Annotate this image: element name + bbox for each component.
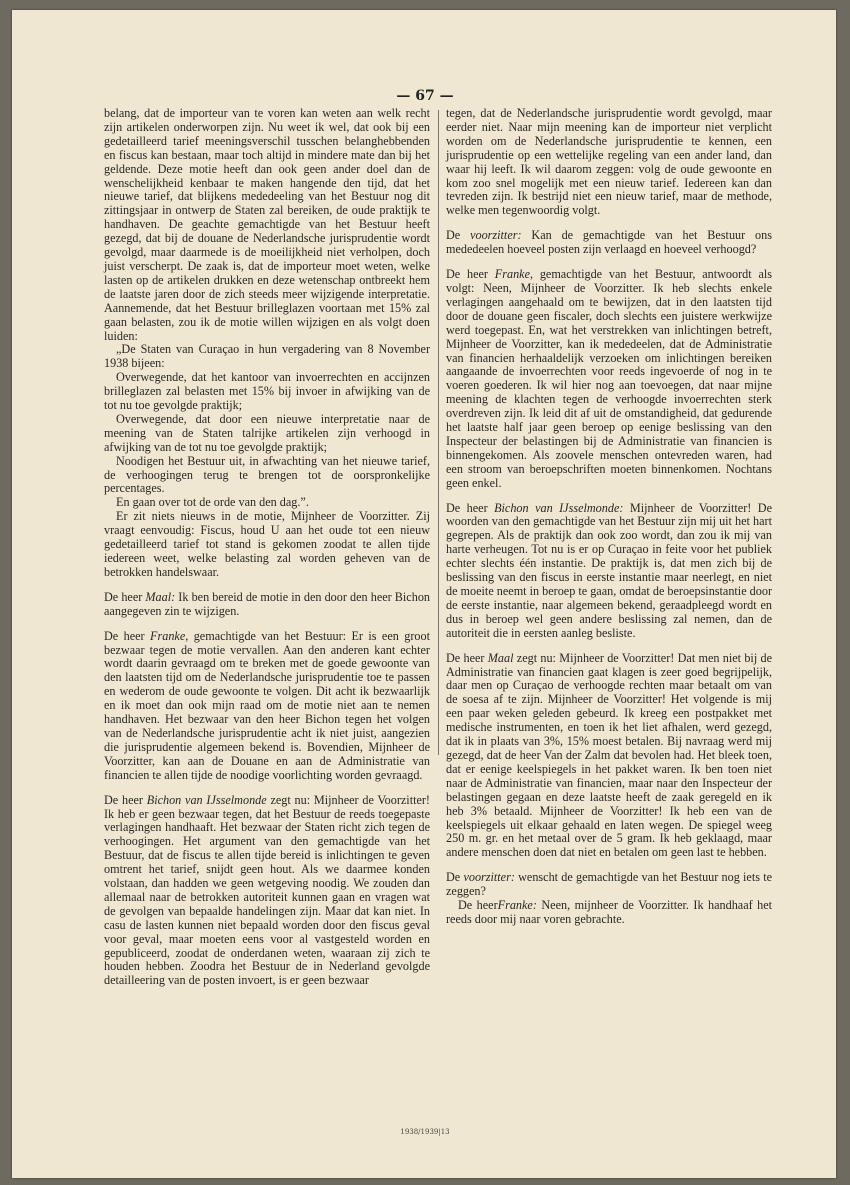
paragraph-text: „De Staten van Curaçao in hun vergadering van 8 November 1938 bijeen: xyxy=(104,342,430,371)
paragraph xyxy=(446,268,772,491)
paragraph-text: gemachtigde van het Bestuur: Er is een groot bezwaar tegen de motie vervallen. Aan den anderen kant echter wordt daarin gevraagd om te breken met de goede gewoonte van den laatsten tijd om de Nederlandsche jurisprudentie toe te passen en wederom de oude gewoonte te volgen. Dit acht ik bezwaarlijk en ik moet dan ook mijn raad om de motie niet aan te nemen handhaven. Het bezwaar van den heer Bichon tegen het volgen van de Nederlandsche jurisprudentie acht ik niet juist, aangezien die jurisprudentie algemeen bekend is. Bovendien, Mijnheer de Voorzitter, kan aan de Douane en aan de Administratie van financien te allen tijde de noodige voorlichting worden gevraagd. xyxy=(104,628,430,782)
paragraph-text: Overwegende, dat door een nieuwe interpretatie naar de meening van de Staten talrijke artikelen zijn verhoogd in afwijking van de tot nu toe gevolgde praktijk; xyxy=(104,411,430,454)
paragraph xyxy=(104,496,430,510)
footer-code: 1938/1939|13 xyxy=(400,1128,450,1136)
paragraph xyxy=(104,794,430,989)
paragraph xyxy=(104,455,430,497)
paragraph xyxy=(446,229,772,257)
paragraph-text: Overwegende, dat het kantoor van invoerrechten en accijnzen brilleglazen zal belasten met 15% bij invoer in afwijking van de tot nu toe gevolgde praktijk; xyxy=(104,370,430,413)
paragraph xyxy=(446,652,772,861)
paragraph xyxy=(104,510,430,580)
paragraph-text: Er zit niets nieuws in de motie, Mijnheer de Voorzitter. Zij vraagt eenvoudig: Fiscus, houd U aan het oude tot een nieuw gedetailleerd tarief tot stand is gekomen zoodat te allen tijde iedereen weet, welke belasting zal worden geheven van de betrokken handelswaar. xyxy=(104,509,430,579)
paragraph xyxy=(104,343,430,371)
paragraph-text: tegen, dat de Nederlandsche jurisprudentie wordt gevolgd, maar eerder niet. Naar mijn meening kan de importeur niet verplicht worden om de Nederlandsche jurisprudentie te kennen, een jurisprudentie op een wettelijke regeling van een ander land, dan waar hij leeft. Ik wil daarom zeggen: volg de oude gewoonte en kom zoo snel mogelijk met een nieuw tarief. Iedereen kan dan tevreden zijn. Ik bestrijd niet een nieuw tarief, maar de methode, welke men tegenwoordig volgt. xyxy=(446,106,772,218)
speaker-name: De heer Franke, xyxy=(104,628,189,643)
paragraph-text: Ik ben bereid de motie in den door den heer Bichon aangegeven zin te wijzigen. xyxy=(104,589,431,618)
paragraph-text: zegt nu: Mijnheer de Voorzitter! Ik heb er geen bezwaar tegen, dat het Bestuur de reeds toegepaste verlagingen handhaaft. Het bezwaar der Staten richt zich tegen de verhoogingen. Het argument van den gemachtigde van het Bestuur, dat de fiscus te allen tijde bereid is inlichtingen te geven omtrent het tarief, snijdt geen hout. Als we daarmee konden volstaan, dan hadden we geen wetgeving noodig. We zouden dan allemaal naar de betrokken autoriteit kunnen gaan en vragen wat de gevolgen van bepaalde handelingen zijn. Maar dat kan niet. In casu de lasten kunnen niet bepaald worden door den fiscus geval voor geval, maar moeten eens voor al vastgesteld worden en gepubliceerd, zoodat de onderdanen weten, waaraan zij zich te houden hebben. Zoodra het Bestuur de in Nederland gevolgde detailleering van de posten invoert, is er geen bezwaar xyxy=(104,792,430,988)
paragraph xyxy=(446,502,772,641)
paragraph xyxy=(104,413,430,455)
paragraph-text: En gaan over tot de orde van den dag.”. xyxy=(116,495,309,510)
paragraph xyxy=(446,107,772,218)
paragraph-text: Noodigen het Bestuur uit, in afwachting van het nieuwe tarief, de verhoogingen terug te brengen tot de oorspronkelijke percentages. xyxy=(104,453,430,496)
page-number: — 67 — xyxy=(396,88,454,104)
paragraph-text: gemachtigde van het Bestuur, antwoordt als volgt: Neen, Mijnheer de Voorzitter. Ik heb slechts enkele verlagingen aangehaald om te bewijzen, dat in den laatsten tijd door de douane geen fiscaler, doch slechts een juistere werkwijze werd toegepast. En, wat het verstrekken van inlichtingen betreft, Mijnheer de Voorzitter, kan ik mededeelen, dat de Administratie van financien herhaaldelijk verzoeken om inlichtingen bereiken aangaande de invoerrechten voor reeds ingevoerde of nog in te voeren goederen. Ik wil hier nog aan toevoegen, dat naar mijne meening de klachten tegen de verhoogde invoerrechten sterk overdreven zijn. Ik leid dit af uit de omstandigheid, dat gedurende het laatste half jaar geen beroep op eenige beslissing van den Inspecteur der belastingen bij de Administratie van financien is binnengekomen. Als zoovele menschen ontevreden waren, had een stroom van beroepschriften moeten binnenkomen. Nochtans geen enkel. xyxy=(446,267,772,490)
paragraph-text: Kan de gemachtigde van het Bestuur ons mededeelen hoeveel posten zijn verlaagd en hoeveel verhoogd? xyxy=(446,228,772,257)
speaker-name: De voorzitter: xyxy=(446,870,515,885)
paragraph xyxy=(104,107,430,343)
paragraph-text: wenscht de gemachtigde van het Bestuur nog iets te zeggen? xyxy=(446,870,772,899)
right-column xyxy=(446,107,772,927)
paragraph xyxy=(104,630,430,783)
speaker-name: De heer Maal xyxy=(446,650,514,665)
paragraph xyxy=(104,591,430,619)
speaker-name: De heer Bichon van IJsselmonde: xyxy=(446,500,624,515)
left-column xyxy=(104,107,430,988)
paragraph xyxy=(446,871,772,899)
speaker-name: De heerFranke: xyxy=(458,898,537,913)
paragraph xyxy=(104,371,430,413)
paragraph-text: Neen, mijnheer de Voorzitter. Ik handhaaf het reeds door mij naar voren gebrachte. xyxy=(446,898,772,926)
column-divider xyxy=(438,110,439,755)
paragraph-text: zegt nu: Mijnheer de Voorzitter! Dat men niet bij de Administratie van financien gaat klagen is zeer goed begrijpelijk, daar men op Curaçao de verhoogde rechten maar betaalt om van de soesa af te zijn. Mijnheer de Voorzitter! Het volgende is mij een paar weken geleden gebeurd. Ik kreeg een postpakket met medische instrumenten, en toen ik het liet afhalen, werd gezegd, dat ik in plaats van 3%, 15% moest betalen. Bij navraag werd mij gezegd, dat de heer Van der Zalm dat bevolen had. Het bleek toen, dat er eenige keelspiegels in het pakket waren. Ik ben toen niet naar de Administratie van financien, maar naar den Inspecteur der belastingen gegaan en deze laatste heeft de zaak geregeld en ik heb 3% betaald. Mijnheer de Voorzitter! Ik heb een van de keelspiegels uit elkaar gehaald en laten wegen. De spiegel weeg 250 m. gr. en het metaal over de 5 gram. Ik heb geklaagd, maar andere menschen doen dat niet en betalen om geen last te hebben. xyxy=(446,650,772,860)
paragraph-text: Mijnheer de Voorzitter! De woorden van den gemachtigde van het Bestuur zijn mij uit het hart gegrepen. Als de praktijk dan ook zoo wordt, dan zou ik mij van harte verheugen. Tot nu is er op Curaçao in feite voor het publiek echter slechts één instantie. De praktijk is, dat men zich bij de beslissing van den fiscus in eerste instantie maar neerlegt, en niet de moeite neemt in beroep te gaan, omdat de beroepsinstantie door de eerste instantie, naar algemeen bekend, geraadpleegd wordt en dus in beroep wel geen andere beslissing zal nemen, dan de autoriteit die in eersten aanleg besliste. xyxy=(446,500,772,640)
speaker-name: De heer Franke, xyxy=(446,267,534,282)
paragraph-text: belang, dat de importeur van te voren kan weten aan welk recht zijn artikelen onderworpen zijn. Nu weet ik wel, dat ook bij een gedetailleerd tarief meeningsverschil tusschen belanghebbenden en fiscus kan bestaan, maar toch altijd in mindere mate dan bij het geldende. Deze motie heeft dan ook geen ander doel dan de wenschelijkheid kenbaar te maken hangende den tijd, dat het nieuwe tarief, dat blijkens mededeeling van het Bestuur nog dit zittingsjaar in ontwerp de Staten zal bereiken, de oude praktijk te handhaven. De geachte gemachtigde van het Bestuur heeft gezegd, dat bij de douane de Nederlandsche jurisprudentie wordt gevolgd, maar daarmede is de moeilijkheid niet verholpen, doch juist verscherpt. De zaak is, dat de importeur moet weten, welke lasten op de artikelen drukken en deze wetenschap ontbreekt hem de laatste jaren door de zich steeds meer wijzigende interpretatie. Aannemende, dat het Bestuur brilleglazen voortaan met 15% zal gaan belasten, zou ik de motie willen wijzigen en als volgt doen luiden: xyxy=(104,106,430,343)
paragraph xyxy=(446,899,772,927)
speaker-name: De voorzitter: xyxy=(446,228,522,243)
speaker-name: De heer Maal: xyxy=(104,589,176,604)
speaker-name: De heer Bichon van IJsselmonde xyxy=(104,792,267,807)
